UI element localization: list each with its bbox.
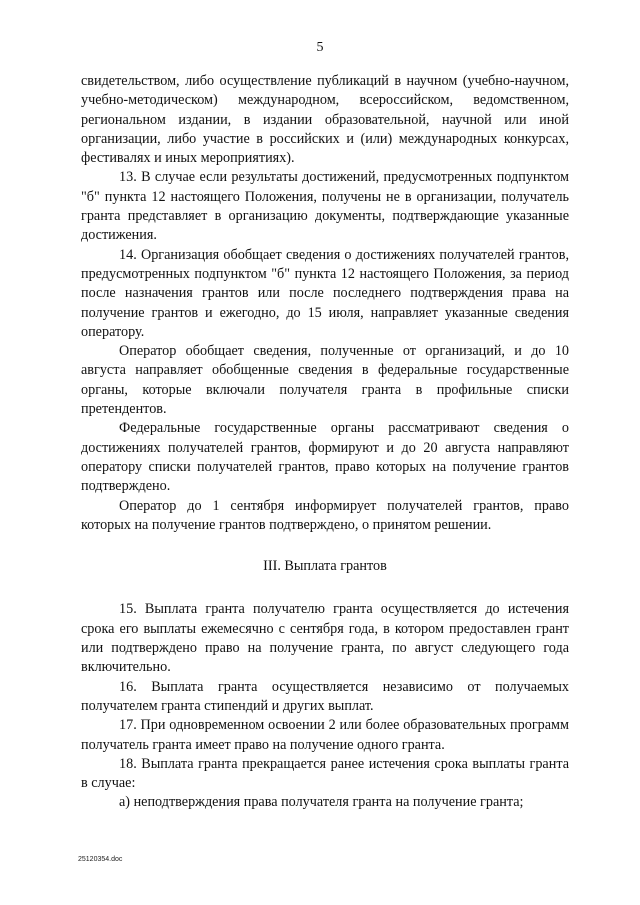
paragraph-operator-informs: Оператор до 1 сентября информирует получателей грантов, право которых на получение грантов подтверждено, о принятом решении.: [81, 497, 569, 533]
paragraph-continuation: свидетельством, либо осуществление публикаций в научном (учебно-научном, учебно-методическом) международном, всероссийском, ведомственном, региональном издании, в издании образовательной, научной или иной организации, либо участие в российских и (или) международных конкурсах, фестивалях и иных мероприятиях).: [81, 73, 569, 167]
paragraph-item-14: 14. Организация обобщает сведения о достижениях получателей грантов, предусмотренных подпунктом "б" пункта 12 настоящего Положения, за период после назначения грантов или после последнего подтверждения права на получение грантов и ежегодно, до 15 июля, направляет указанные сведения оператору.: [81, 246, 569, 340]
page-number: 5: [316, 40, 324, 55]
paragraph-item-15: 15. Выплата гранта получателю гранта осуществляется до истечения срока его выплаты ежемесячно с сентября года, в котором предоставлен грант или подтверждено право на получение гранта, по август следующего года включительно.: [81, 601, 569, 676]
paragraph-item-18: 18. Выплата гранта прекращается ранее истечения срока выплаты гранта в случае:: [81, 755, 569, 792]
document-body: [81, 72, 569, 813]
paragraph-operator-summary: Оператор обобщает сведения, полученные от организаций, и до 10 августа направляет обобщенные сведения в федеральные государственные органы, которые включали получателя гранта в профильные списки претендентов.: [81, 343, 569, 418]
paragraph-item-17: 17. При одновременном освоении 2 или более образовательных программ получатель гранта имеет право на получение одного гранта.: [81, 717, 569, 753]
footer-document-code: 25120354.doc: [78, 856, 123, 863]
section-heading: III. Выплата грантов: [263, 558, 387, 575]
paragraph-item-18a: а) неподтверждения права получателя гранта на получение гранта;: [119, 794, 524, 811]
paragraph-item-16: 16. Выплата гранта осуществляется независимо от получаемых получателем гранта стипендий и других выплат.: [81, 678, 569, 714]
paragraph-item-13: 13. В случае если результаты достижений, предусмотренных подпунктом "б" пункта 12 настоящего Положения, получены не в организации, получатель гранта представляет в организацию документы, подтверждающие указанные достижения.: [81, 169, 569, 244]
paragraph-federal-bodies: Федеральные государственные органы рассматривают сведения о достижениях получателей грантов, формируют и до 20 августа направляют оператору списки получателей грантов, право которых на получение грантов подтверждено.: [81, 420, 569, 495]
